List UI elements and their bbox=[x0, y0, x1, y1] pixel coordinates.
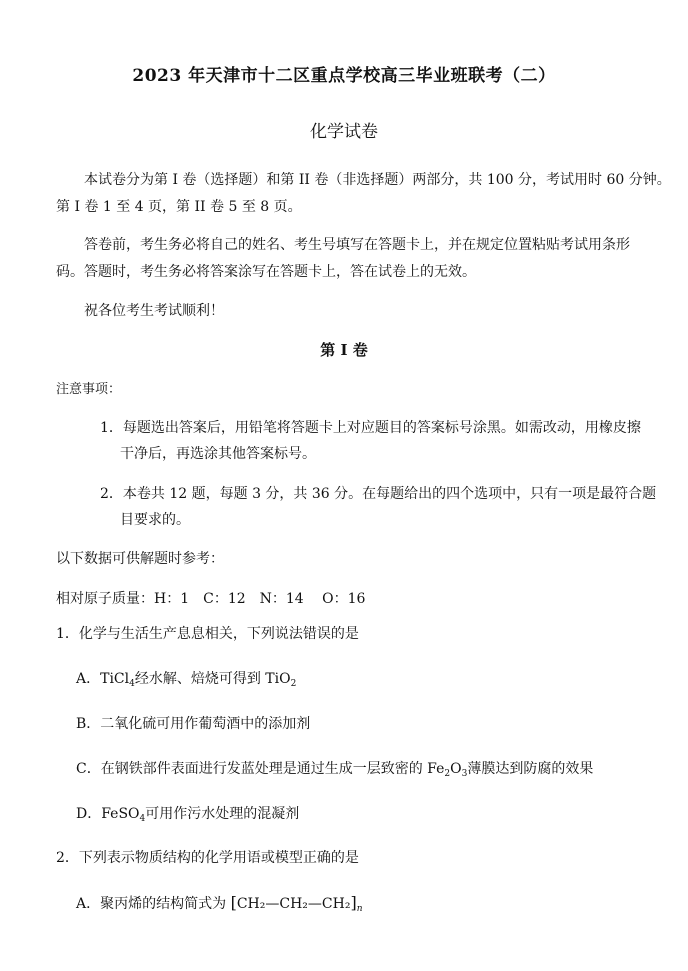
polymer-formula bbox=[231, 893, 363, 914]
question-1-option-b: B．二氧化硫可用作葡萄酒中的添加剂 bbox=[76, 716, 311, 732]
intro-paragraph-2-line-2: 码。答题时，考生务必将答案涂写在答题卡上，答在试卷上的无效。 bbox=[56, 264, 476, 280]
option-a-text: A．聚丙烯的结构简式为 bbox=[76, 896, 227, 912]
subscript: 4 bbox=[139, 814, 146, 824]
notice-item-2-line-1: 2．本卷共 12 题，每题 3 分，共 36 分。在每题给出的四个选项中，只有一项是最符合题 bbox=[100, 486, 657, 502]
option-a-text-2: 经水解、焙烧可得到 TiO bbox=[134, 671, 291, 687]
question-1-option-a bbox=[76, 669, 296, 689]
option-d-text: D．FeSO bbox=[76, 806, 140, 822]
intro-paragraph-2-line-1: 答卷前，考生务必将自己的姓名、考生号填写在答题卡上，并在规定位置粘贴考试用条形 bbox=[84, 237, 630, 253]
option-c-text: C．在钢铁部件表面进行发蓝处理是通过生成一层致密的 Fe bbox=[76, 761, 445, 777]
subject-title: 化学试卷 bbox=[310, 122, 378, 142]
option-d-text-2: 可用作污水处理的混凝剂 bbox=[145, 806, 300, 822]
notice-heading: 注意事项： bbox=[56, 382, 122, 397]
exam-title: 2023 年天津市十二区重点学校高三毕业班联考（二） bbox=[132, 66, 556, 86]
notice-item-2-line-2: 目要求的。 bbox=[120, 512, 190, 528]
bracket-right: ] bbox=[350, 893, 357, 912]
atomic-masses: 相对原子质量：H：1 C：12 N：14 O：16 bbox=[56, 591, 366, 607]
question-1-option-c bbox=[76, 759, 593, 779]
notice-item-1-line-1: 1．每题选出答案后，用铅笔将答题卡上对应题目的答案标号涂黑。如需改动，用橡皮擦 bbox=[100, 420, 641, 436]
option-c-text-2: O bbox=[450, 761, 462, 777]
volume-title: 第 I 卷 bbox=[320, 341, 368, 359]
question-2-option-a bbox=[76, 893, 362, 914]
option-a-text: A．TiCl bbox=[76, 671, 130, 687]
subscript: 2 bbox=[290, 679, 297, 689]
formula-text: CH₂—CH₂—CH₂ bbox=[236, 896, 351, 912]
question-1-option-d bbox=[76, 804, 299, 824]
subscript: 2 bbox=[444, 769, 451, 779]
option-c-text-3: 薄膜达到防腐的效果 bbox=[467, 761, 594, 777]
subscript: 3 bbox=[461, 769, 468, 779]
question-2-stem: 2．下列表示物质结构的化学用语或模型正确的是 bbox=[56, 850, 359, 866]
bracket-left: [ bbox=[230, 893, 237, 912]
question-1-stem: 1．化学与生活生产息息相关，下列说法错误的是 bbox=[56, 626, 359, 642]
good-luck-text: 祝各位考生考试顺利！ bbox=[84, 303, 224, 319]
reference-heading: 以下数据可供解题时参考： bbox=[56, 551, 224, 567]
subscript-n: n bbox=[356, 904, 363, 914]
intro-paragraph-1-line-1: 本试卷分为第 I 卷（选择题）和第 II 卷（非选择题）两部分，共 100 分，考试用时 60 分钟。 bbox=[84, 172, 671, 188]
subscript: 4 bbox=[129, 679, 135, 689]
intro-paragraph-1-line-2: 第 I 卷 1 至 4 页，第 II 卷 5 至 8 页。 bbox=[56, 199, 302, 215]
notice-item-1-line-2: 干净后，再选涂其他答案标号。 bbox=[120, 446, 316, 462]
